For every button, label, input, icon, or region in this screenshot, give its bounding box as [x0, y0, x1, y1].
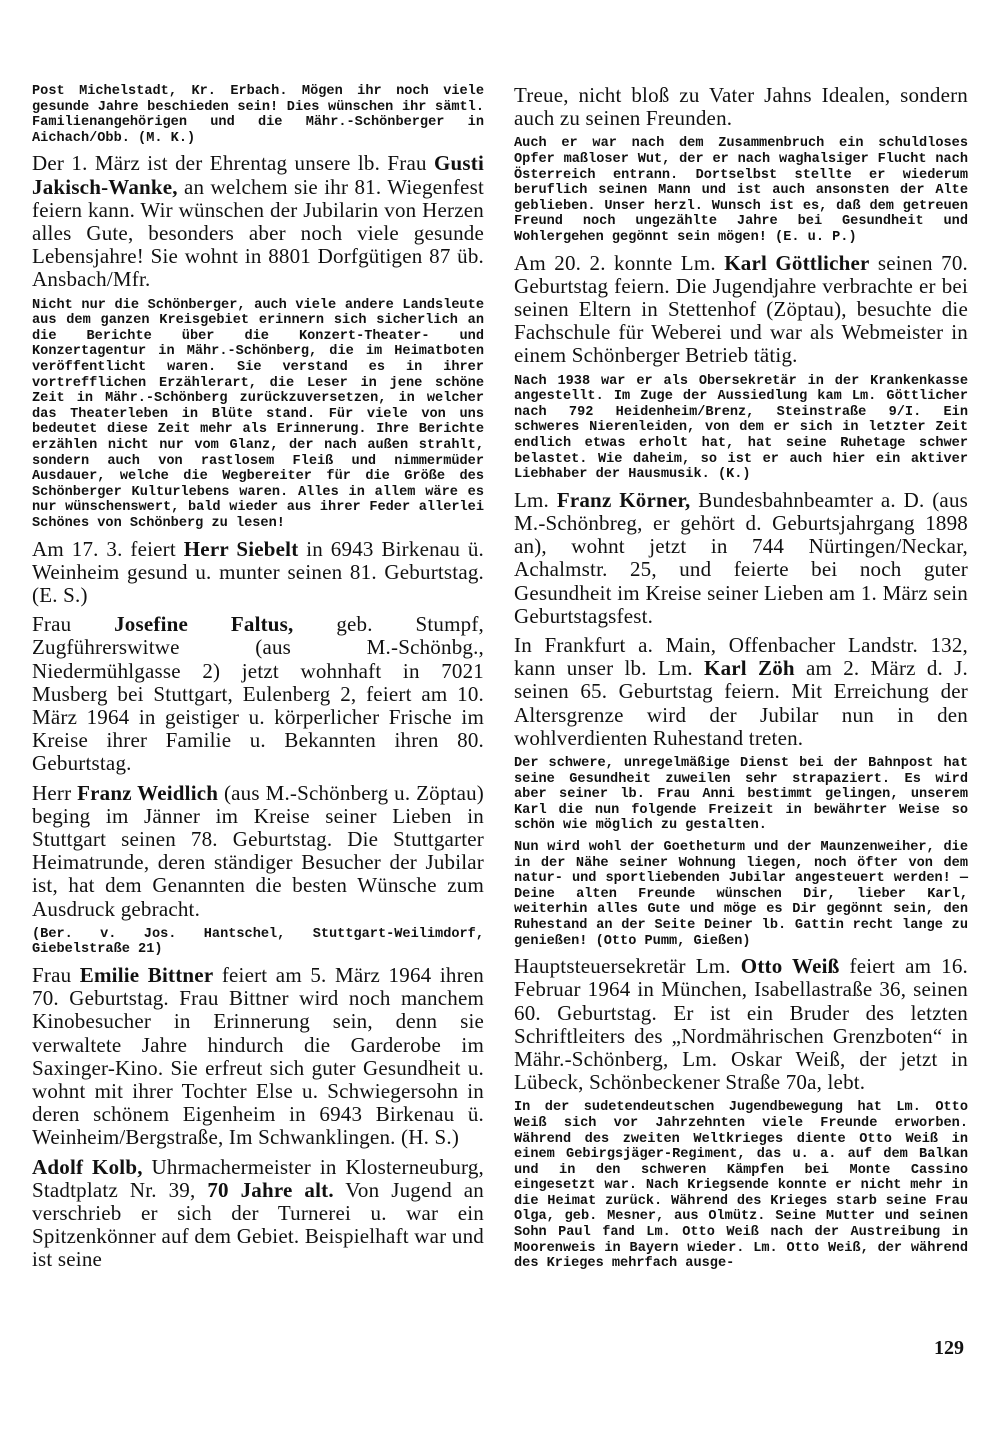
person-name: Herr Siebelt: [183, 536, 299, 561]
person-name: Adolf Kolb,: [32, 1154, 143, 1179]
text-span: Uhrmachermeister in Klosterneuburg, Stadtplatz Nr. 39,: [32, 1154, 484, 1202]
text-span: feiert am 16. Februar 1964 in München, Isabellastraße 36, seinen 60. Geburtstag. Er ist ein Bruder des letzten Schriftleiters des „Nordmährischen Grenzboten“ in Mähr.-Schönberg, Lm. Oskar Weiß, der jetzt in Lübeck, Schönbeckener Straße 70a, lebt.: [514, 954, 968, 1095]
text-span: Lm.: [514, 487, 557, 512]
person-name: Otto Weiß: [740, 954, 840, 979]
article-paragraph: Der schwere, unregelmäßige Dienst bei der Bahnpost hat seine Gesundheit zuweilen sehr strapaziert. Es wird aber seiner lb. Frau Anni bestimmt gelingen, unserem Karl die nun folgende Freizeit in bewährter Weise so schön wie möglich zu gestalten.: [514, 755, 968, 834]
birthday-notice: [32, 613, 484, 775]
text-span: Von Jugend an verschrieb er sich der Turnerei u. war ein Spitzenkönner auf dem Gebiet. Beispielhaft war und ist seine: [32, 1177, 484, 1272]
birthday-notice: [514, 634, 968, 750]
article-paragraph: Nun wird wohl der Goetheturm und der Maunzenweiher, die in der Nähe seiner Wohnung liegen, noch öfter von dem natur- und sportliebenden Jubilar angesteuert werden! — Deine alten Freunde wünschen Dir, lieber Karl, weiterhin alles Gute und möge es Dir gegönnt sein, den Ruhestand an der Seite Deiner lb. Gattin recht lange zu genießen! (Otto Pumm, Gießen): [514, 839, 968, 949]
text-span: geb. Stumpf, Zugführerswitwe (aus M.-Schönbg., Niedermühlgasse 2) jetzt wohnhaft in 7021 Musberg bei Stuttgart, Eulenberg 2, feiert am 10. März 1964 in geistiger u. körperlicher Frische im Kreise ihrer Familie u. Bekannten ihren 80. Geburtstag.: [32, 612, 485, 776]
text-span: Bundesbahnbeamter a. D. (aus M.-Schönbreg, er gehört d. Geburtsjahrgang 1898 an), wohnt jetzt in 744 Nürtingen/Neckar, Achalmstr. 25, und feierte bei noch guter Gesundheit im Kreise seiner Lieben am 1. März sein Geburtstagsfest.: [514, 487, 969, 628]
left-column: [32, 84, 484, 1278]
article-paragraph: Nicht nur die Schönberger, auch viele andere Landsleute aus dem ganzen Kreisgebiet erinnern sich sicherlich an die Berichte über die Konzert-Theater- und Konzertagentur in Mähr.-Schönberg, die im Heimatboten veröffentlicht waren. Sie verstand es in ihrer vortrefflichen Erzählerart, die Leser in jene schöne Zeit in Mähr.-Schönberg zurückzuversetzen, in welcher das Theaterleben in Blüte stand. Für viele von uns bedeutet diese Zeit mehr als Erinnerung. Ihre Berichte erzählen nicht nur vom Glanz, der nach außen strahlt, sondern auch von rastlosem Fleiß und nimmermüder Ausdauer, welche die Wegbereiter für die Größe des Schönberger Kulturlebens waren. Alles in allem wäre es nur wünschenswert, bald wieder aus ihrer Feder allerlei Schönes von Schönberg zu lesen!: [32, 297, 484, 531]
person-name: Karl Göttlicher: [724, 250, 870, 275]
birthday-notice: [32, 782, 484, 921]
person-name: Emilie Bittner: [79, 962, 214, 987]
text-span: feiert am 5. März 1964 ihren 70. Geburtstag. Frau Bittner wird noch manchem Kinobesucher in Erinnerung sein, denn sie verwaltete Jahre hindurch die Garderobe im Saxinger-Kino. Sie erfreut sich guter Gesundheit u. wohnt mit ihrer Tochter Else u. Schwiegersohn in deren schönem Eigenheim in 6943 Birkenau ü. Weinheim/Bergstraße, Im Schwanklingen. (H. S.): [32, 962, 484, 1150]
text-span: In Frankfurt a. Main, Offenbacher Landstr. 132, kann unser lb. Lm.: [514, 632, 968, 681]
text-span: Am 17. 3. feiert: [32, 536, 184, 561]
birthday-notice: [32, 964, 484, 1150]
person-name: Gusti Jakisch-Wanke,: [32, 151, 484, 199]
age-highlight: 70 Jahre alt.: [207, 1177, 334, 1202]
article-paragraph: Nach 1938 war er als Obersekretär in der Krankenkasse angestellt. Im Zuge der Aussiedlung kam Lm. Göttlicher nach 792 Heidenheim/Brenz, Steinstraße 9/I. Ein schweres Nierenleiden, von dem er sich in letzter Zeit endlich etwas erholt hat, hat seine Ruhetage schwer belastet. Wie daheim, so ist er auch hier ein aktiver Liebhaber der Hausmusik. (K.): [514, 373, 968, 483]
text-span: Hauptsteuersekretär Lm.: [514, 954, 741, 979]
person-name: Karl Zöh: [704, 656, 795, 681]
text-span: (aus M.-Schönberg u. Zöptau) beging im Jänner im Kreise seiner Lieben in Stuttgart seinen 78. Geburtstag. Die Stuttgarter Heimatrunde, deren ständiger Besucher der Jubilar ist, hat dem Genannten die besten Wünsche zum Ausdruck gebracht.: [32, 780, 484, 921]
article-paragraph: Auch er war nach dem Zusammenbruch ein schuldloses Opfer maßloser Wut, der er nach waghalsiger Flucht nach Österreich entrann. Dortselbst stellte er wiederum beruflich seinen Mann und ist auch ansonsten der Alte geblieben. Unser herzl. Wunsch ist es, daß dem getreuen Freund noch ungezählte Jahre bei Gesundheit und Wohlergehen gegönnt sein mögen! (E. u. P.): [514, 136, 968, 245]
text-span: Der 1. März ist der Ehrentag unsere lb. Frau: [32, 151, 434, 176]
article-paragraph: Treue, nicht bloß zu Vater Jahns Idealen, sondern auch zu seinen Freunden.: [514, 83, 968, 131]
text-span: in 6943 Birkenau ü. Weinheim gesund u. munter seinen 81. Geburtstag. (E. S.): [32, 536, 485, 607]
text-span: seinen 70. Geburtstag feiern. Die Jugendjahre verbrachte er bei seinen Eltern in Stettenhof (Zöptau), besuchte die Fachschule für Weberei und war als Webmeister in einem Schönberger Betrieb tätig.: [514, 250, 968, 368]
person-name: Josefine Faltus,: [114, 612, 294, 637]
birthday-notice: [514, 489, 968, 628]
person-name: Franz Weidlich: [77, 780, 219, 805]
text-span: an welchem sie ihr 81. Wiegenfest feiern kann. Wir wünschen der Jubilarin von Herzen alles Gute, besonders aber noch viele gesunde Lebensjahre! Sie wohnt in 8801 Dorfgütigen 87 üb. Ansbach/Mfr.: [32, 174, 484, 292]
birthday-notice: [32, 538, 484, 608]
article-paragraph: In der sudetendeutschen Jugendbewegung hat Lm. Otto Weiß sich vor Jahrzehnten viele Freunde erworben. Während des zweiten Weltkrieges diente Otto Weiß in einem Gebirgsjäger-Regiment, das u. a. auf dem Balkan und in den schweren Kämpfen bei Monte Cassino eingesetzt war. Nach Kriegsende konnte er nicht mehr in die Heimat zurück. Während des Krieges starb seine Frau Olga, geb. Mesner, aus Olmütz. Seine Mutter und seinen Sohn Paul fand Lm. Otto Weiß nach der Austreibung in Moorenweis in Bayern wieder. Lm. Otto Weiß, der während des Krieges mehrfach ausge-: [514, 1100, 968, 1272]
birthday-notice: [32, 1156, 484, 1272]
birthday-notice: [32, 152, 484, 291]
text-span: Am 20. 2. konnte Lm.: [514, 250, 725, 275]
text-span: Frau: [32, 612, 115, 637]
birthday-notice: [514, 252, 968, 368]
birthday-notice: [514, 955, 968, 1094]
source-note: (Ber. v. Jos. Hantschel, Stuttgart-Weilimdorf, Giebelstraße 21): [32, 926, 484, 958]
right-column: [514, 84, 968, 1278]
text-span: Herr: [32, 780, 78, 805]
text-span: am 2. März d. J. seinen 65. Geburtstag feiern. Mit Erreichung der Altersgrenze wird der Jubilar nun in den wohlverdienten Ruhestand treten.: [514, 656, 968, 750]
page-number: 129: [934, 1337, 964, 1359]
person-name: Franz Körner,: [556, 487, 691, 512]
text-span: Frau: [32, 962, 80, 987]
article-paragraph: Post Michelstadt, Kr. Erbach. Mögen ihr noch viele gesunde Jahre beschieden sein! Dies wünschen ihr sämtl. Familienangehörigen und die Mähr.-Schönberger in Aichach/Obb. (M. K.): [32, 84, 484, 146]
